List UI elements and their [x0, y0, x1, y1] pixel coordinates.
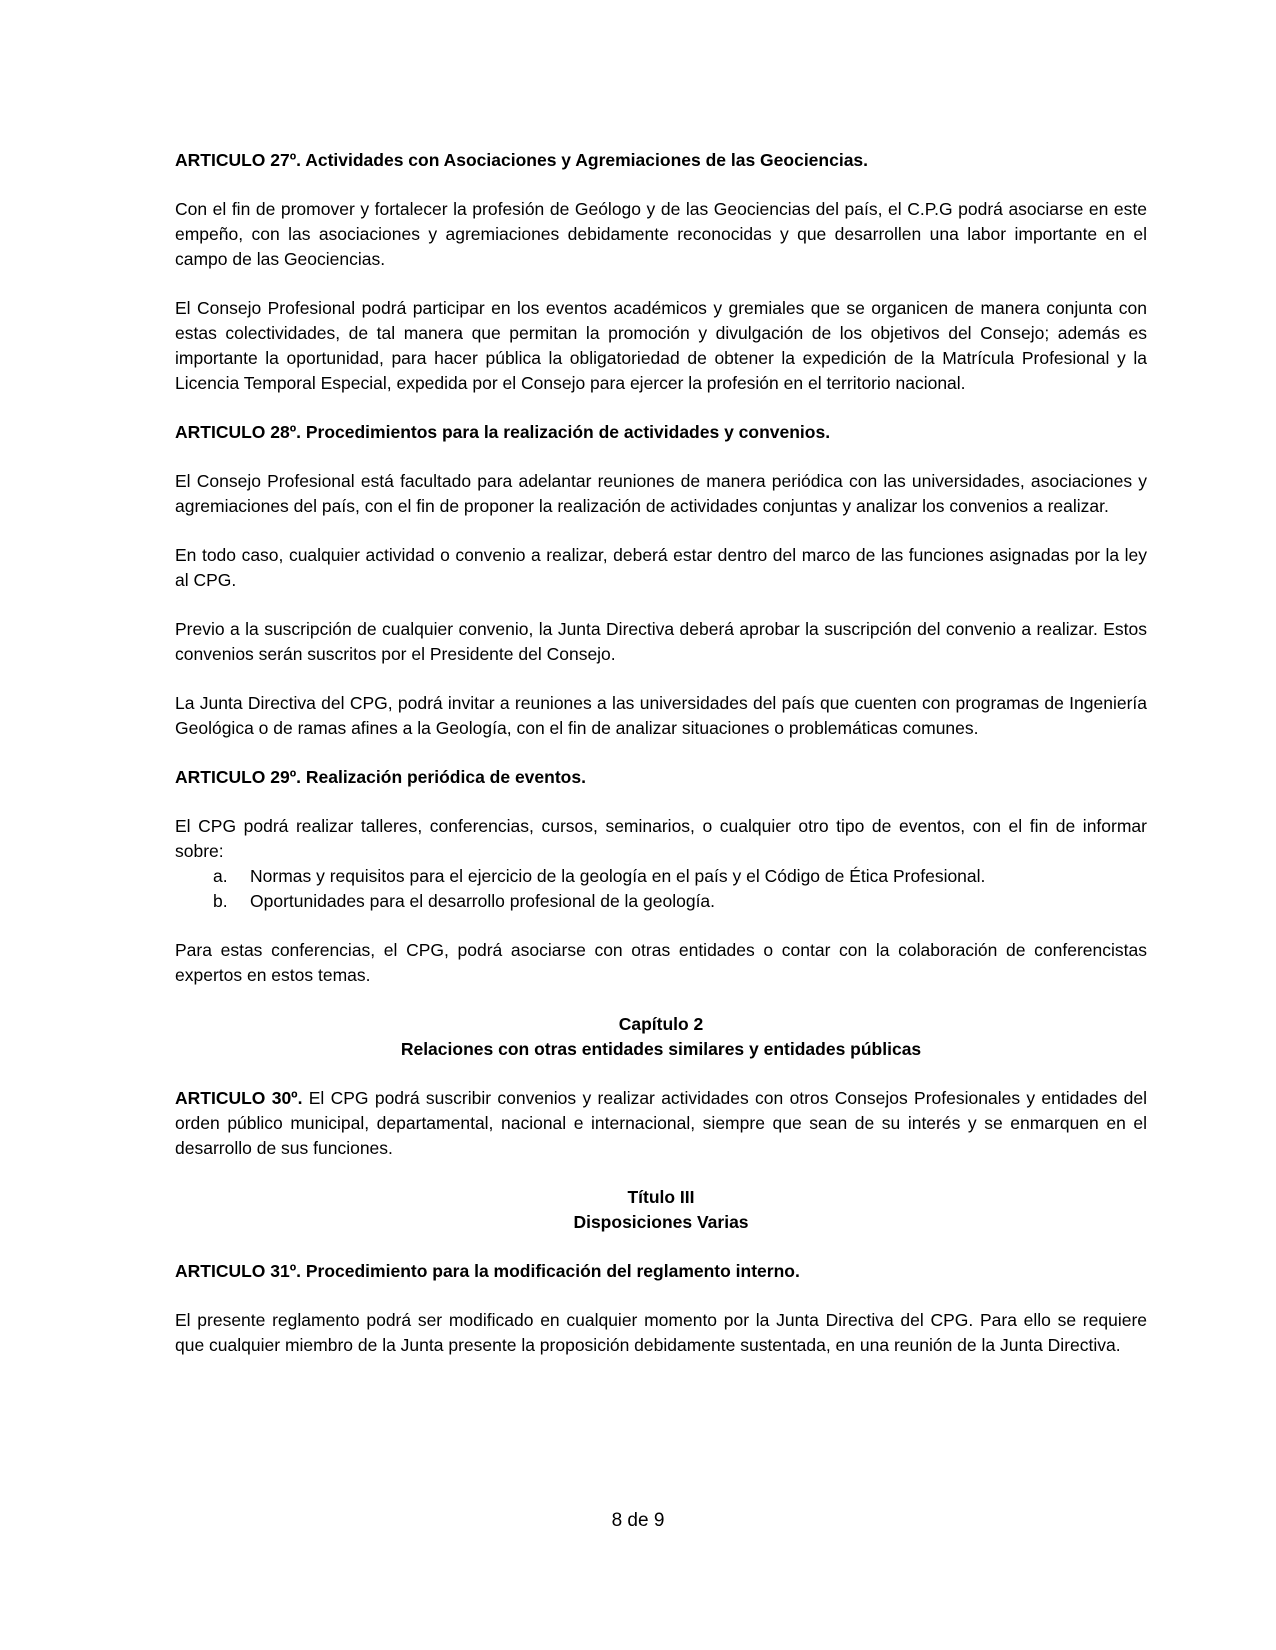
article-28-paragraph-3: Previo a la suscripción de cualquier convenio, la Junta Directiva deberá aprobar la suscripción del convenio a realizar. Estos convenios serán suscritos por el Presidente del Consejo. [175, 619, 1147, 664]
article-31-heading: ARTICULO 31º. Procedimiento para la modificación del reglamento interno. [175, 1261, 800, 1281]
article-28-paragraph-2: En todo caso, cualquier actividad o convenio a realizar, deberá estar dentro del marco de las funciones asignadas por la ley al CPG. [175, 545, 1147, 590]
article-31-paragraph-1: El presente reglamento podrá ser modificado en cualquier momento por la Junta Directiva del CPG. Para ello se requiere que cualquier miembro de la Junta presente la proposición debidamente sustentada, en una reunión de la Junta Directiva. [175, 1310, 1147, 1355]
document-page [175, 148, 1147, 1382]
article-28-paragraph-4: La Junta Directiva del CPG, podrá invitar a reuniones a las universidades del país que cuenten con programas de Ingeniería Geológica o de ramas afines a la Geología, con el fin de analizar situaciones o problemáticas comunes. [175, 693, 1147, 738]
title-3-title: Disposiciones Varias [573, 1212, 749, 1232]
title-3-number: Título III [627, 1187, 695, 1207]
article-28-paragraph-1: El Consejo Profesional está facultado para adelantar reuniones de manera periódica con las universidades, asociaciones y agremiaciones del país, con el fin de proponer la realización de actividades conjuntas y analizar los convenios a realizar. [175, 471, 1147, 516]
chapter-2-title: Relaciones con otras entidades similares y entidades públicas [400, 1039, 922, 1059]
title-3-heading [175, 1185, 1147, 1235]
article-27-paragraph-2: El Consejo Profesional podrá participar en los eventos académicos y gremiales que se organicen de manera conjunta con estas colectividades, de tal manera que permitan la promoción y divulgación de los objetivos del Consejo; además es importante la oportunidad, para hacer pública la obligatoriedad de obtener la expedición de la Matrícula Profesional y la Licencia Temporal Especial, expedida por el Consejo para ejercer la profesión en el territorio nacional. [175, 298, 1147, 393]
list-item-text: Oportunidades para el desarrollo profesional de la geología. [250, 891, 716, 911]
article-28-heading: ARTICULO 28º. Procedimientos para la realización de actividades y convenios. [175, 422, 831, 442]
article-29-intro: El CPG podrá realizar talleres, conferencias, cursos, seminarios, o cualquier otro tipo de eventos, con el fin de informar sobre: [175, 816, 1147, 861]
list-item-marker: b. [213, 891, 228, 911]
list-item [213, 864, 1147, 889]
article-27-paragraph-1: Con el fin de promover y fortalecer la profesión de Geólogo y de las Geociencias del país, el C.P.G podrá asociarse en este empeño, con las asociaciones y agremiaciones debidamente reconocidas y que desarrollen una labor importante en el campo de las Geociencias. [175, 199, 1147, 269]
article-29-paragraph-2: Para estas conferencias, el CPG, podrá asociarse con otras entidades o contar con la colaboración de conferencistas expertos en estos temas. [175, 940, 1147, 985]
list-item [213, 889, 1147, 914]
page-number: 8 de 9 [611, 1510, 665, 1531]
article-30-text: El CPG podrá suscribir convenios y realizar actividades con otros Consejos Profesionales y entidades del orden público municipal, departamental, nacional e internacional, siempre que sean de su interés y se enmarquen en el desarrollo de sus funciones. [175, 1088, 1147, 1158]
article-27-heading: ARTICULO 27º. Actividades con Asociaciones y Agremiaciones de las Geociencias. [175, 150, 869, 170]
chapter-2-number: Capítulo 2 [618, 1014, 704, 1034]
article-30-label: ARTICULO 30º. [175, 1088, 303, 1108]
list-item-text: Normas y requisitos para el ejercicio de la geología en el país y el Código de Ética Profesional. [250, 866, 986, 886]
article-29-heading: ARTICULO 29º. Realización periódica de eventos. [175, 767, 586, 787]
chapter-2-heading [175, 1012, 1147, 1062]
article-30-paragraph [175, 1086, 1147, 1161]
list-item-marker: a. [213, 866, 228, 886]
article-29-list [175, 864, 1147, 914]
